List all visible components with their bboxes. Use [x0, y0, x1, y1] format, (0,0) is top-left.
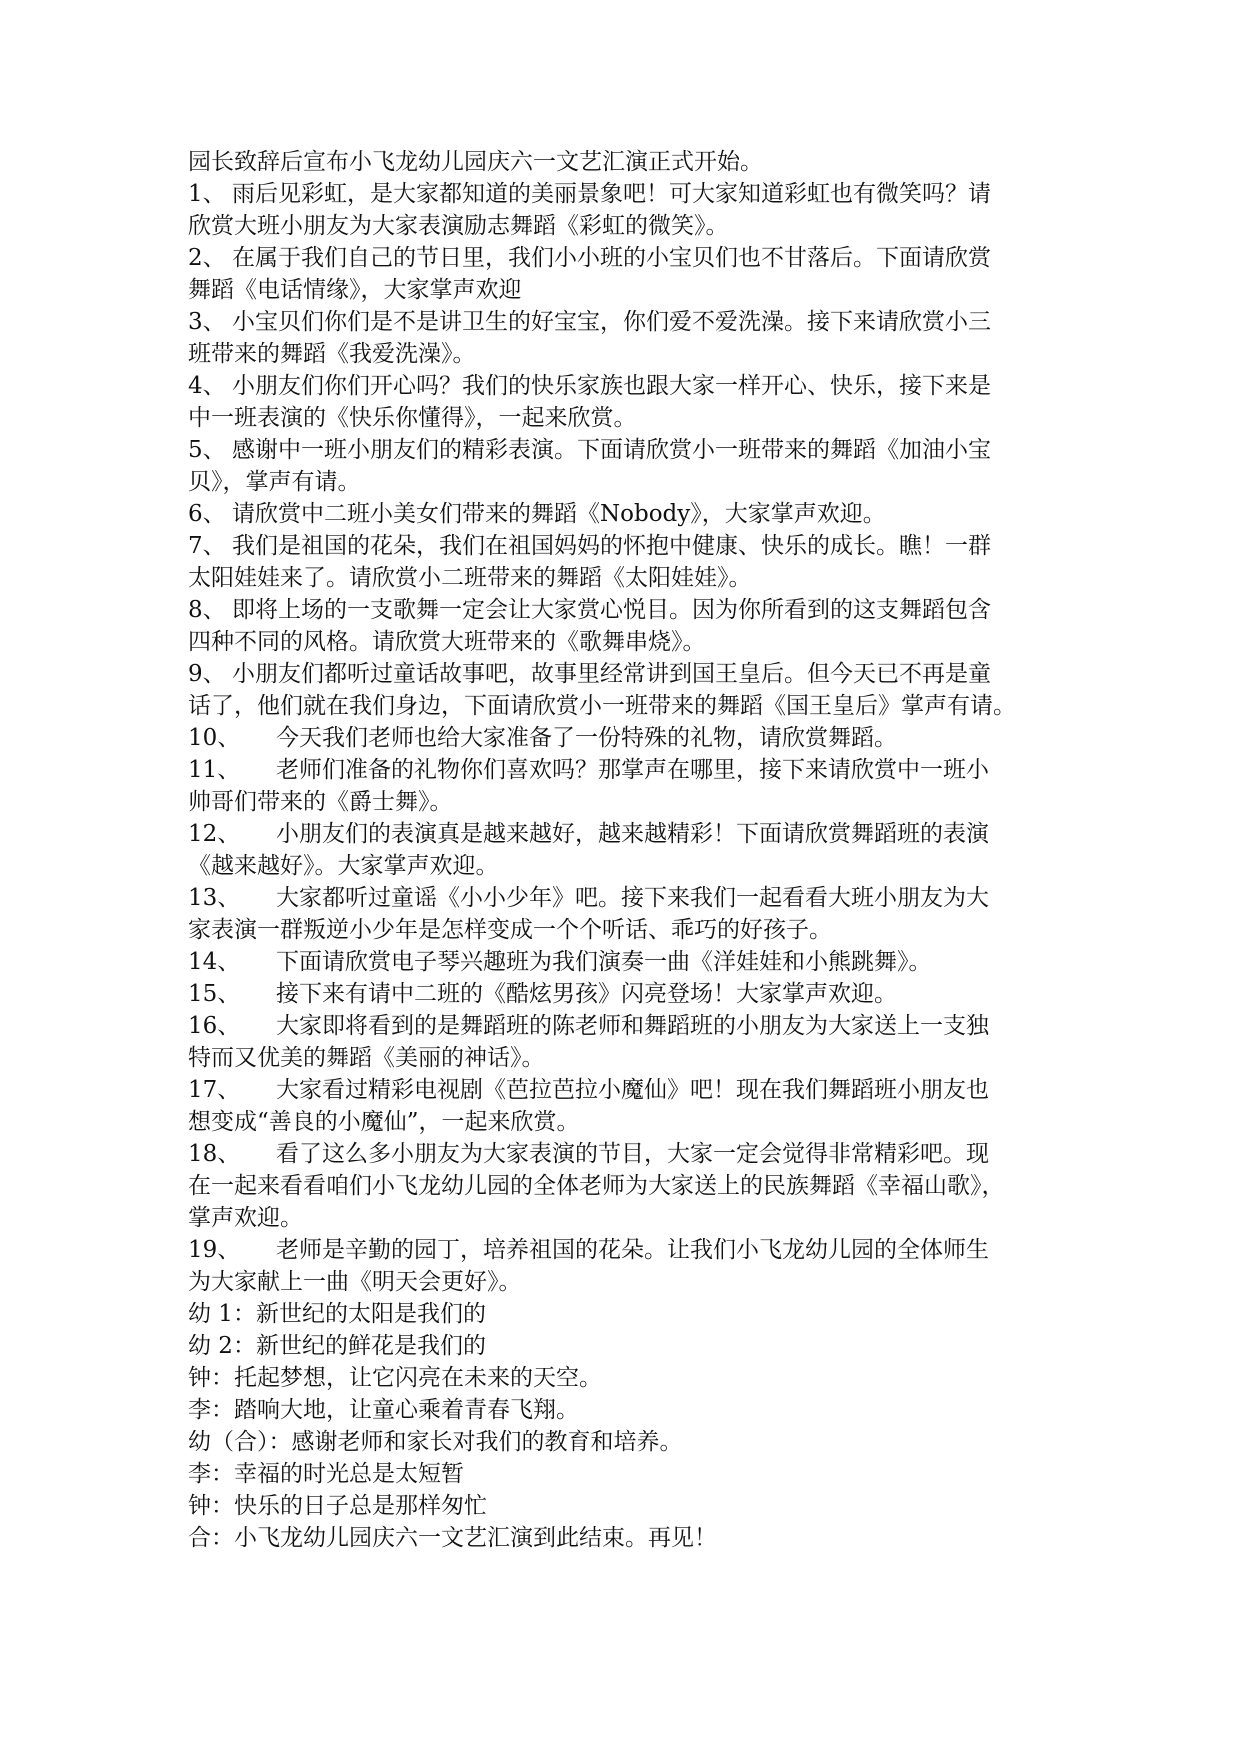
item-number: 4、 [188, 373, 226, 399]
item-number: 5、 [188, 437, 226, 463]
item-number: 1、 [188, 181, 226, 207]
dialogue-line: 幼（合）：感谢老师和家长对我们的教育和培养。 [188, 1429, 683, 1455]
program-item [188, 178, 1062, 242]
program-item [188, 754, 1062, 818]
item-number: 17、 [188, 1077, 241, 1103]
item-text: 即将上场的一支歌舞一定会让大家赏心悦目。因为你所看到的这支舞蹈包含 [232, 597, 991, 623]
item-text: 在属于我们自己的节日里，我们小小班的小宝贝们也不甘落后。下面请欣赏 [232, 245, 991, 271]
item-text: 大家即将看到的是舞蹈班的陈老师和舞蹈班的小朋友为大家送上一支独 [276, 1013, 989, 1039]
dialogue-line: 钟：快乐的日子总是那样匆忙 [188, 1493, 487, 1519]
item-text: 看了这么多小朋友为大家表演的节目，大家一定会觉得非常精彩吧。现 [276, 1141, 989, 1167]
item-text: 雨后见彩虹，是大家都知道的美丽景象吧！可大家知道彩虹也有微笑吗？请 [232, 181, 991, 207]
item-text: 老师是辛勤的园丁，培养祖国的花朵。让我们小飞龙幼儿园的全体师生 [276, 1237, 989, 1263]
item-number: 11、 [188, 757, 241, 783]
program-item [188, 818, 1062, 882]
item-number: 15、 [188, 981, 241, 1007]
dialogue-line: 钟：托起梦想，让它闪亮在未来的天空。 [188, 1365, 602, 1391]
item-continuation: 太阳娃娃来了。请欣赏小二班带来的舞蹈《太阳娃娃》。 [188, 565, 752, 591]
item-text: 下面请欣赏电子琴兴趣班为我们演奏一曲《洋娃娃和小熊跳舞》。 [276, 949, 932, 975]
document-page [188, 146, 1062, 1554]
dialogue-line: 幼 2：新世纪的鲜花是我们的 [188, 1333, 486, 1359]
item-continuation: 《越来越好》。大家掌声欢迎。 [188, 853, 499, 879]
item-number: 18、 [188, 1141, 241, 1167]
program-item [188, 370, 1062, 434]
item-continuation: 话了，他们就在我们身边，下面请欣赏小一班带来的舞蹈《国王皇后》掌声有请。 [188, 693, 1016, 719]
item-continuation: 特而又优美的舞蹈《美丽的神话》。 [188, 1045, 545, 1071]
item-continuation: 班带来的舞蹈《我爱洗澡》。 [188, 341, 476, 367]
item-number: 13、 [188, 885, 241, 911]
program-item [188, 434, 1062, 498]
item-text: 小宝贝们你们是不是讲卫生的好宝宝，你们爱不爱洗澡。接下来请欣赏小三 [232, 309, 991, 335]
dialogue-line: 合：小飞龙幼儿园庆六一文艺汇演到此结束。再见！ [188, 1525, 717, 1551]
item-continuation: 想变成“善良的小魔仙”，一起来欣赏。 [188, 1109, 580, 1135]
program-item [188, 978, 1062, 1010]
program-item [188, 1074, 1062, 1138]
dialogue-line: 幼 1：新世纪的太阳是我们的 [188, 1301, 486, 1327]
program-item [188, 658, 1062, 722]
item-number: 6、 [188, 501, 226, 527]
dialogue-line: 李：踏响大地，让童心乘着青春飞翔。 [188, 1397, 579, 1423]
item-text: 大家都听过童谣《小小少年》吧。接下来我们一起看看大班小朋友为大 [276, 885, 989, 911]
item-text: 小朋友们都听过童话故事吧，故事里经常讲到国王皇后。但今天已不再是童 [232, 661, 991, 687]
program-item [188, 1138, 1062, 1234]
item-continuation: 为大家献上一曲《明天会更好》。 [188, 1269, 522, 1295]
item-text: 接下来有请中二班的《酷炫男孩》闪亮登场！大家掌声欢迎。 [276, 981, 897, 1007]
program-item [188, 722, 1062, 754]
item-number: 14、 [188, 949, 241, 975]
item-text: 小朋友们的表演真是越来越好，越来越精彩！下面请欣赏舞蹈班的表演 [276, 821, 989, 847]
program-item [188, 306, 1062, 370]
item-continuation: 四种不同的风格。请欣赏大班带来的《歌舞串烧》。 [188, 629, 706, 655]
program-item [188, 882, 1062, 946]
item-continuation: 中一班表演的《快乐你懂得》，一起来欣赏。 [188, 405, 637, 431]
program-item [188, 242, 1062, 306]
item-number: 8、 [188, 597, 226, 623]
item-continuation: 掌声欢迎。 [188, 1205, 303, 1231]
item-continuation: 欣赏大班小朋友为大家表演励志舞蹈《彩虹的微笑》。 [188, 213, 729, 239]
item-number: 7、 [188, 533, 226, 559]
dialogue-line: 李：幸福的时光总是太短暂 [188, 1461, 464, 1487]
item-number: 12、 [188, 821, 241, 847]
item-text: 请欣赏中二班小美女们带来的舞蹈《Nobody》，大家掌声欢迎。 [232, 501, 886, 527]
intro-line: 园长致辞后宣布小飞龙幼儿园庆六一文艺汇演正式开始。 [188, 149, 763, 175]
item-text: 大家看过精彩电视剧《芭拉芭拉小魔仙》吧！现在我们舞蹈班小朋友也 [276, 1077, 989, 1103]
program-item [188, 1234, 1062, 1298]
item-text: 小朋友们你们开心吗？我们的快乐家族也跟大家一样开心、快乐，接下来是 [232, 373, 991, 399]
item-text: 我们是祖国的花朵，我们在祖国妈妈的怀抱中健康、快乐的成长。瞧！一群 [232, 533, 991, 559]
item-text: 老师们准备的礼物你们喜欢吗？那掌声在哪里，接下来请欣赏中一班小 [276, 757, 989, 783]
program-item [188, 1010, 1062, 1074]
item-number: 10、 [188, 725, 241, 751]
program-item [188, 530, 1062, 594]
program-item [188, 946, 1062, 978]
program-item [188, 498, 1062, 530]
item-text: 感谢中一班小朋友们的精彩表演。下面请欣赏小一班带来的舞蹈《加油小宝 [232, 437, 991, 463]
program-item [188, 594, 1062, 658]
item-continuation: 舞蹈《电话情缘》，大家掌声欢迎 [188, 277, 522, 303]
item-continuation: 帅哥们带来的《爵士舞》。 [188, 789, 453, 815]
item-number: 3、 [188, 309, 226, 335]
item-number: 9、 [188, 661, 226, 687]
item-continuation: 家表演一群叛逆小少年是怎样变成一个个听话、乖巧的好孩子。 [188, 917, 832, 943]
item-number: 2、 [188, 245, 226, 271]
item-number: 16、 [188, 1013, 241, 1039]
item-continuation: 贝》，掌声有请。 [188, 469, 361, 495]
item-continuation: 在一起来看看咱们小飞龙幼儿园的全体老师为大家送上的民族舞蹈《幸福山歌》， [188, 1173, 1005, 1199]
item-number: 19、 [188, 1237, 241, 1263]
item-text: 今天我们老师也给大家准备了一份特殊的礼物，请欣赏舞蹈。 [276, 725, 897, 751]
